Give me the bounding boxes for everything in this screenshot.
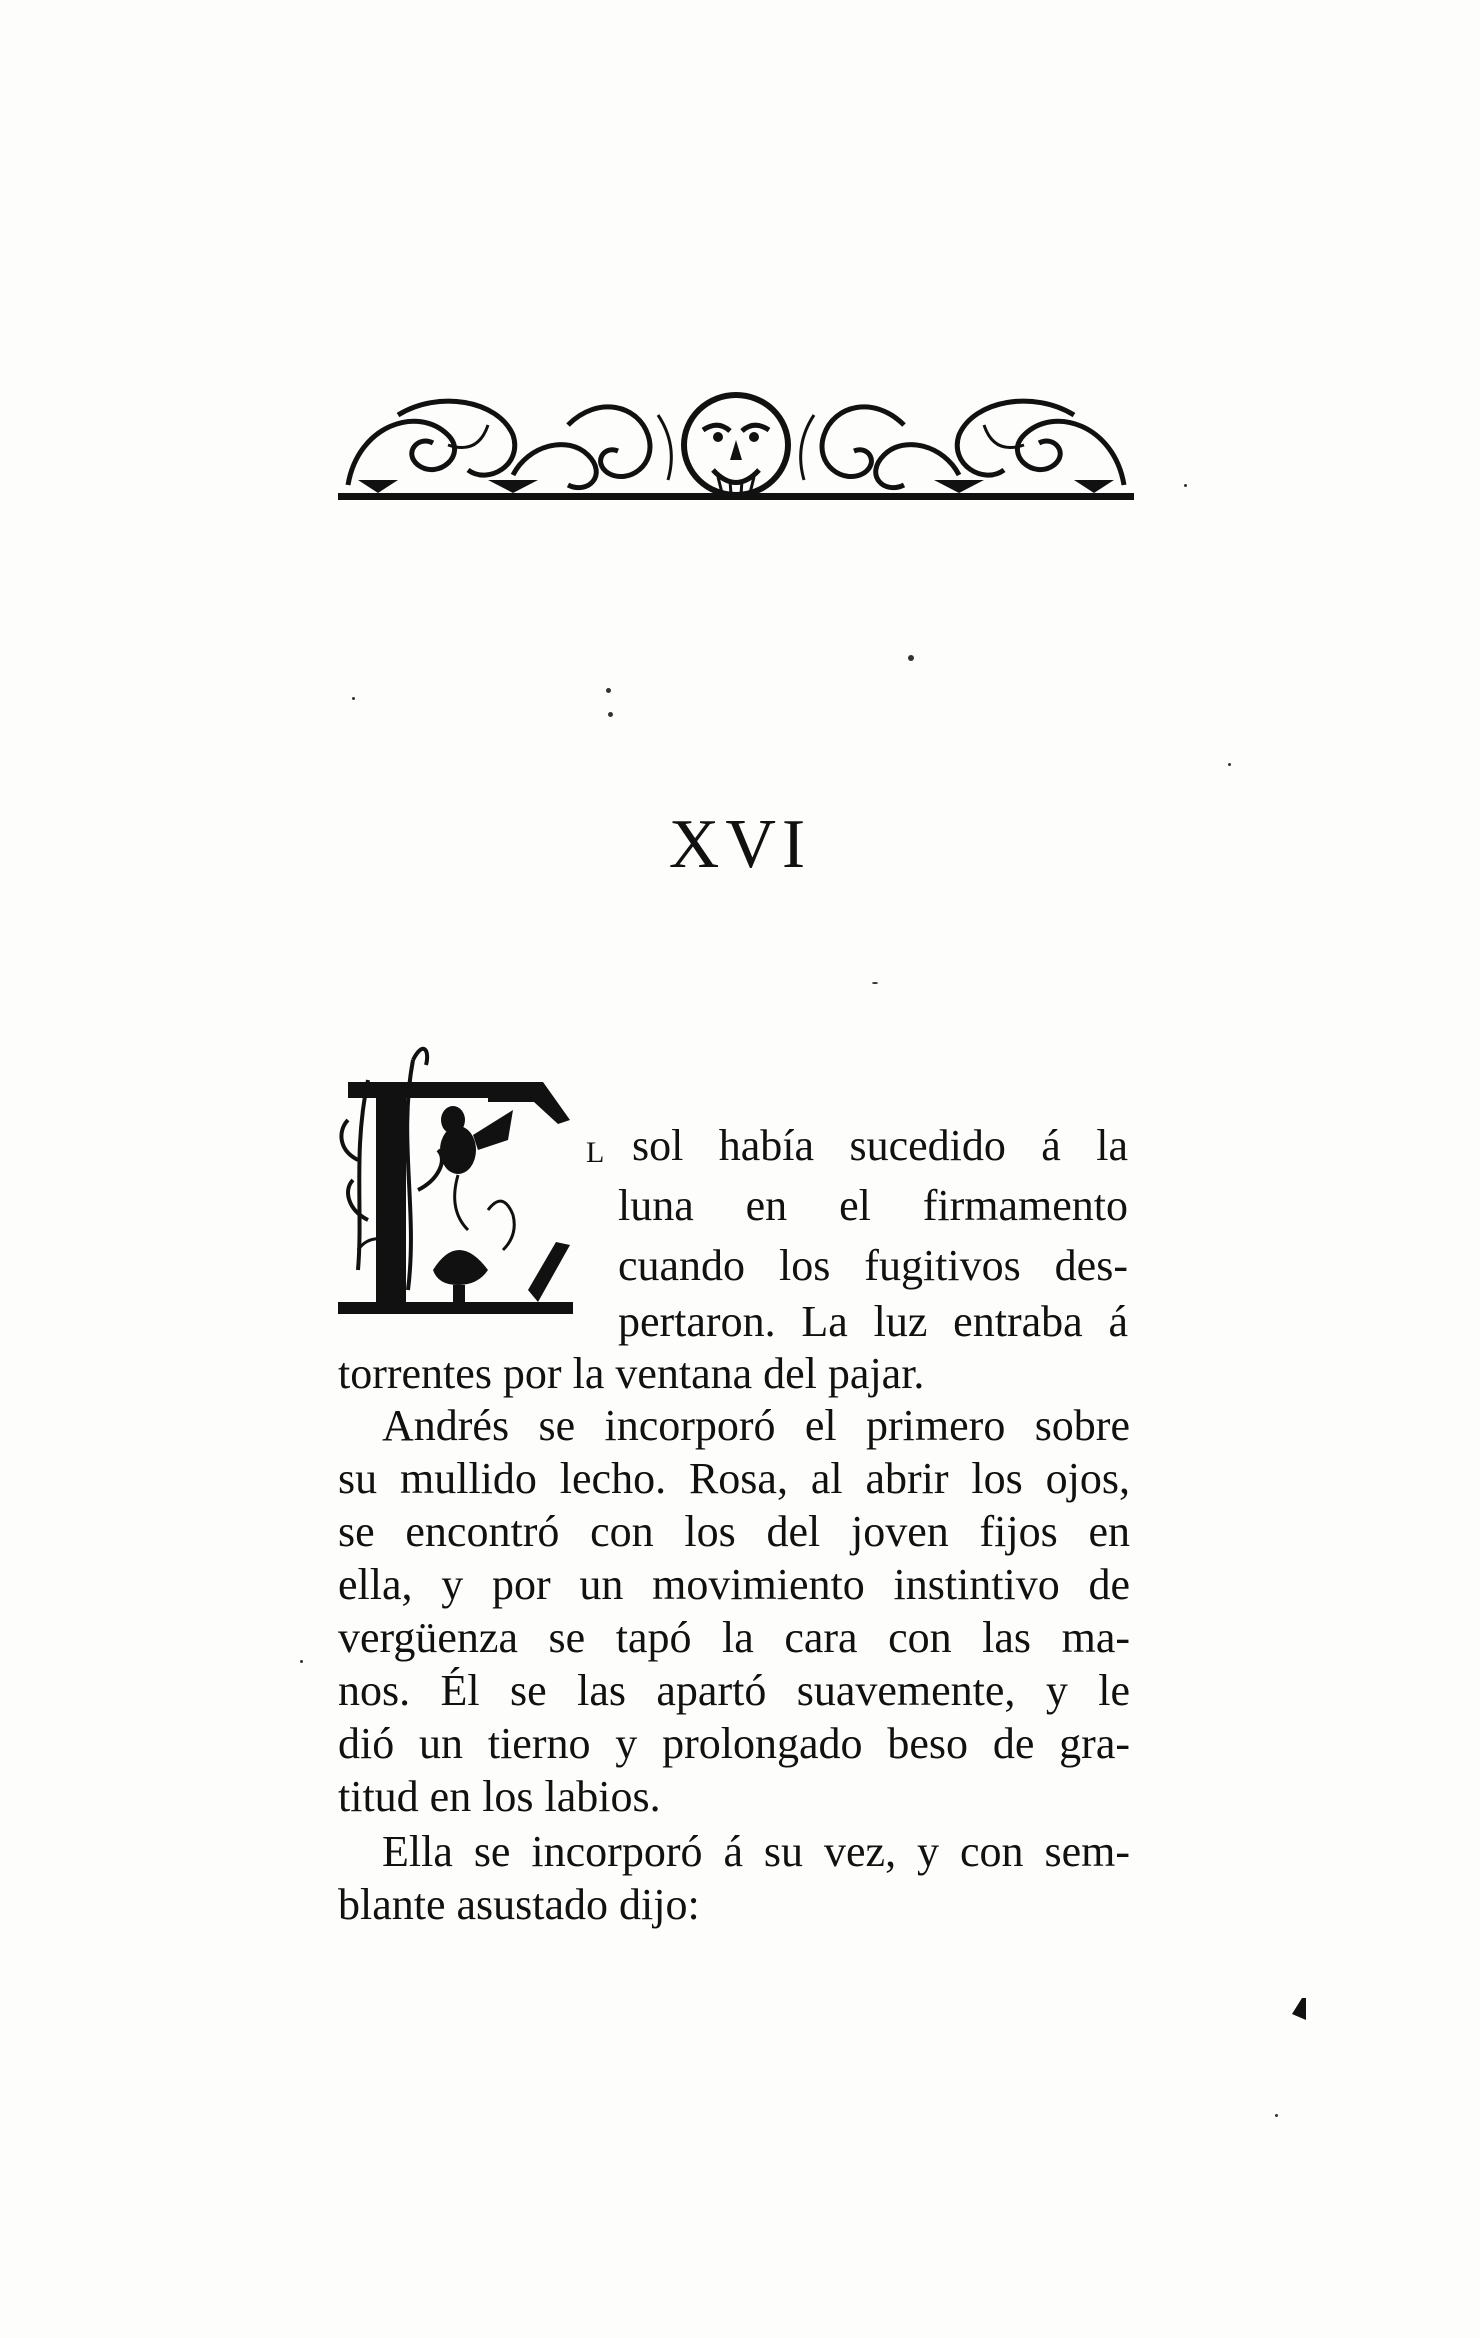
text-line: blante asustado dijo: [338,1880,700,1929]
scan-speck [908,655,914,661]
page-edge-mark [1284,1994,1308,2024]
text-line: torrentes por la ventana del pajar. [338,1349,925,1398]
text-line: ella, y por un movimiento instintivo de [338,1560,1130,1609]
text-line: pertaron. La luz entraba á [618,1297,1128,1346]
text-line: Andrés se incorporó el primero sobre [382,1401,1130,1450]
text-line: su mullido lecho. Rosa, al abrir los ojos, [338,1454,1130,1503]
headpiece-ornament [338,385,1134,500]
text-line: cuando los fugitivos des- [618,1241,1128,1290]
drop-cap-illustration [338,1040,578,1320]
scan-speck [606,688,611,693]
scan-speck [352,697,355,700]
text-line: Ella se incorporó á su vez, y con sem- [382,1827,1130,1876]
chapter-number: XVI [668,806,812,883]
drop-cap-tail: L [586,1136,605,1169]
scan-speck [872,982,878,984]
text-line: nos. Él se las apartó suavemente, y le [338,1666,1130,1715]
scan-speck [1184,484,1187,487]
text-line: sol había sucedido á la [632,1121,1128,1170]
scan-speck [1228,763,1231,766]
text-line: dió un tierno y prolongado beso de gra- [338,1719,1130,1768]
scan-speck [1275,2114,1278,2117]
scan-speck [608,712,613,717]
text-line: vergüenza se tapó la cara con las ma- [338,1613,1130,1662]
text-line: se encontró con los del joven fijos en [338,1507,1130,1556]
text-line: titud en los labios. [338,1772,661,1821]
text-line: luna en el firmamento [618,1181,1128,1230]
scan-speck [300,1660,303,1663]
